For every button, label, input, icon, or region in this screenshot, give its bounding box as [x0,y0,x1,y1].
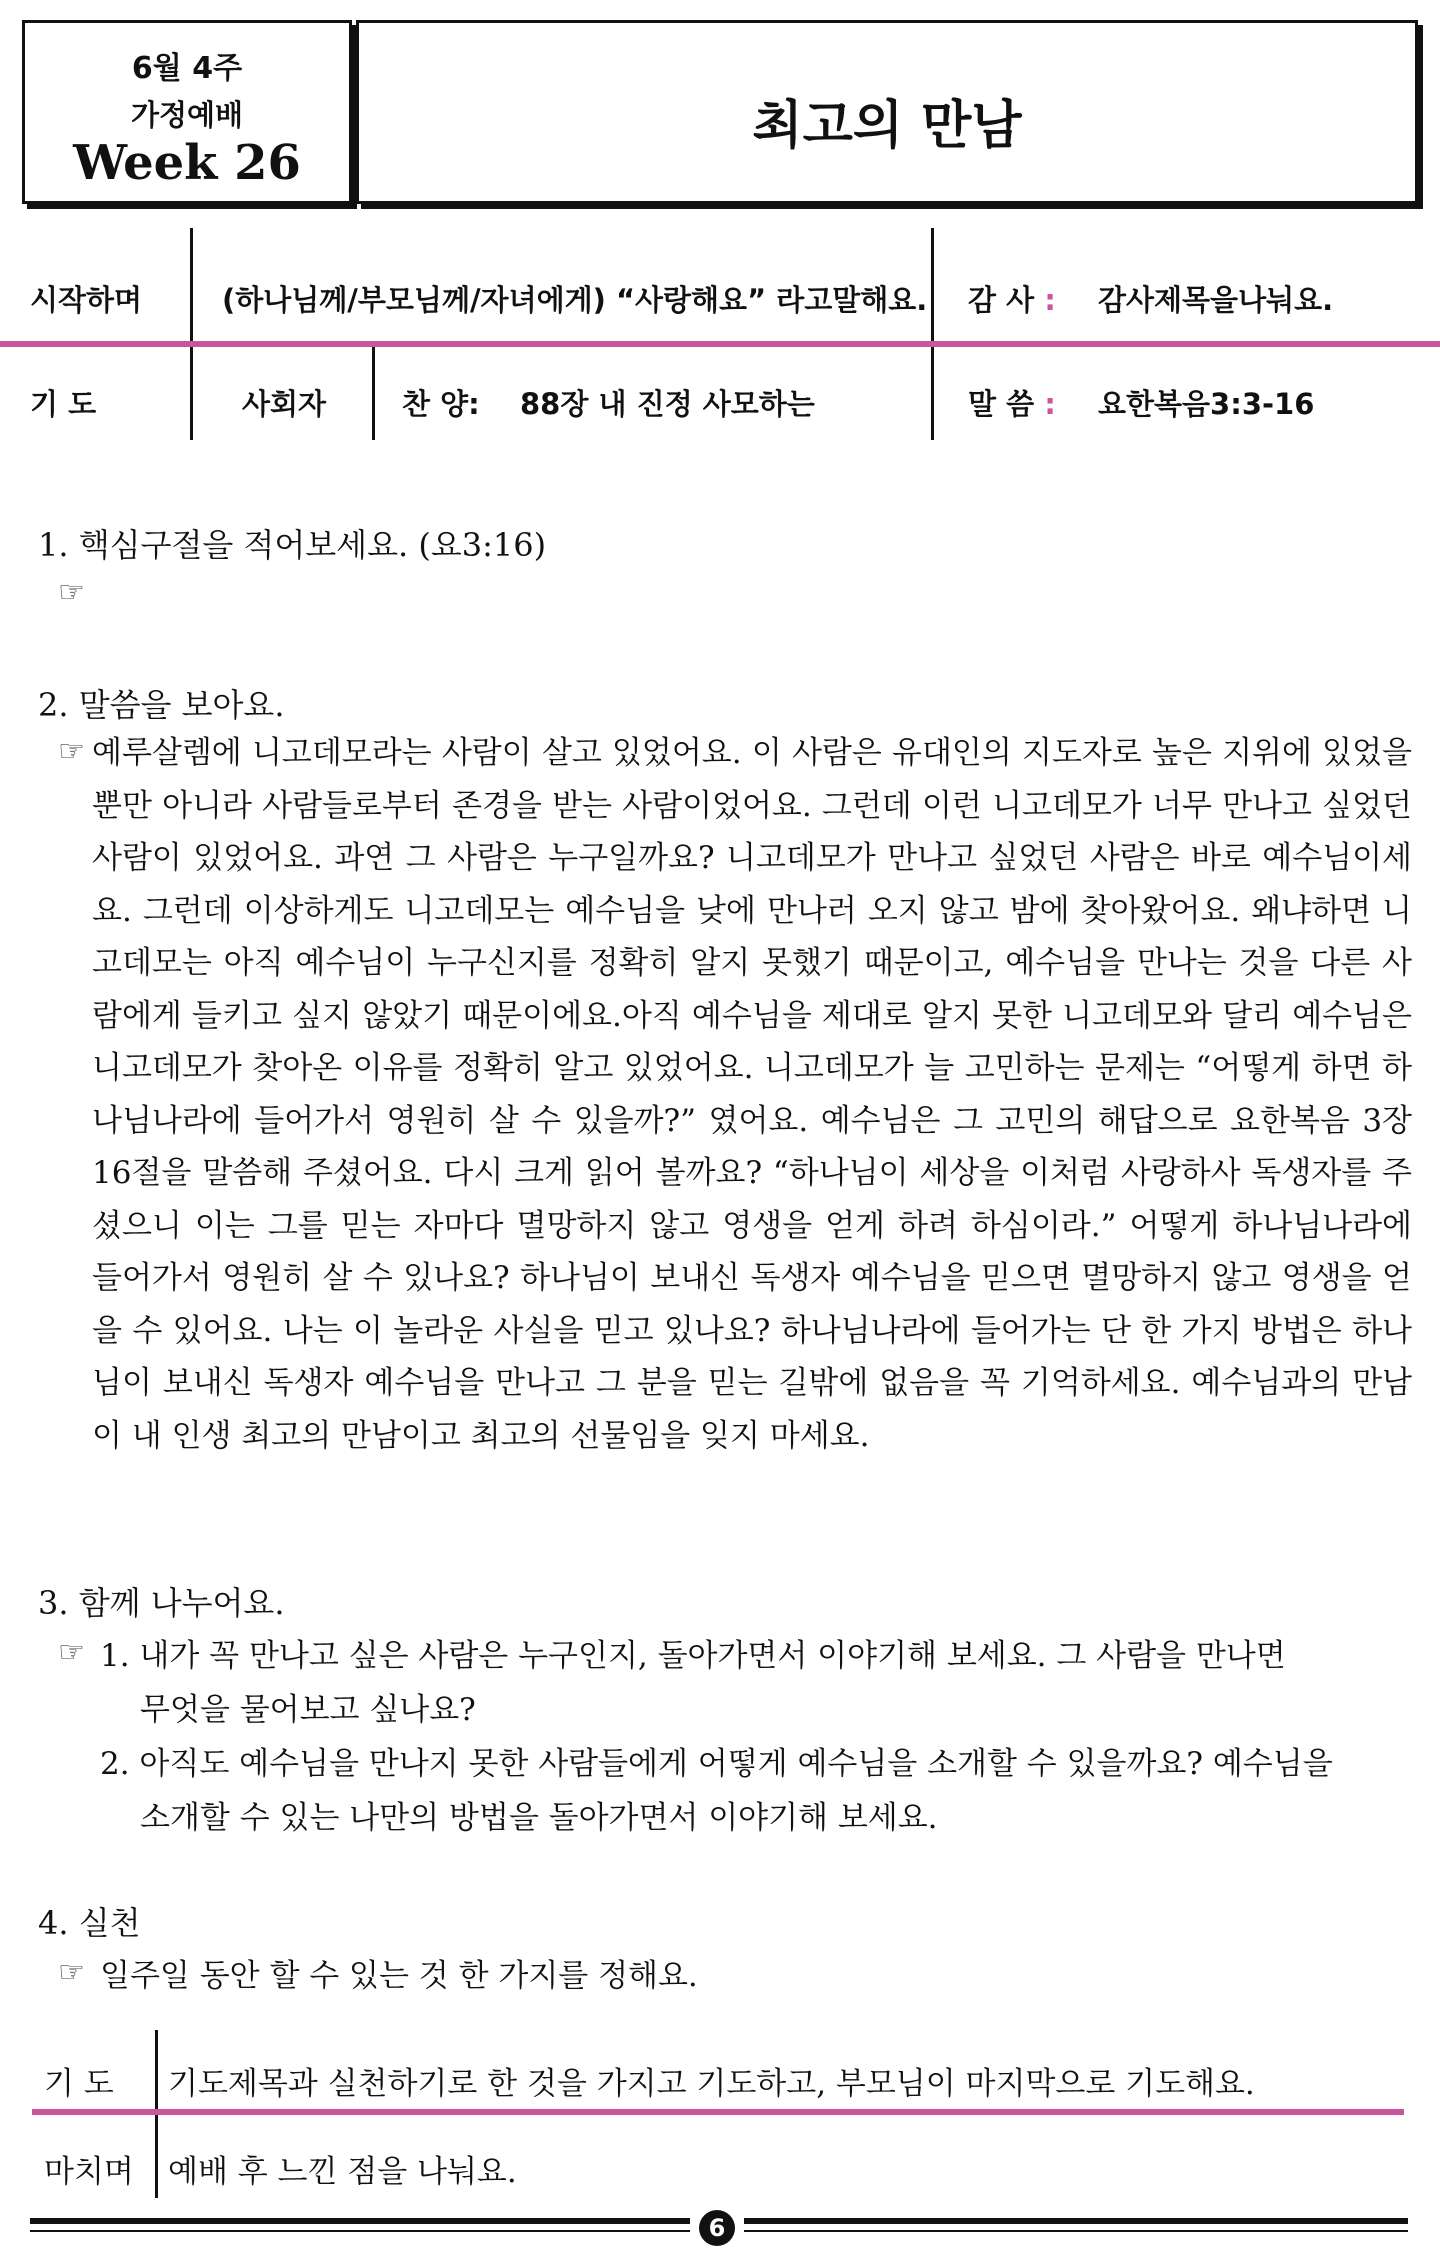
thanks-label: 감 사 : [968,283,1056,317]
page-number: 6 [699,2210,735,2246]
section-4-title: 4. 실천 [38,1904,141,1942]
pointing-hand-icon: ☞ [58,575,85,610]
prayer-label: 기 도 [30,387,97,421]
info-divider [190,228,193,440]
info-divider [931,228,934,440]
hymn: 88장 내 진정 사모하는 [520,387,815,421]
practice-text: 일주일 동안 할 수 있는 것 한 가지를 정해요. [100,1958,698,1994]
info-row-separator [0,341,1440,347]
info-divider [372,344,375,440]
footer-rule-left [30,2230,690,2232]
week-number: Week 26 [73,135,301,191]
section-2-title: 2. 말씀을 보아요. [38,686,285,724]
question-2-line-1: 2. 아직도 예수님을 만나지 못한 사람들에게 어떻게 예수님을 소개할 수 있을까요? 예수님을 [100,1746,1333,1782]
section-3-title: 3. 함께 나누어요. [38,1584,285,1622]
closing-row-separator [32,2109,1404,2115]
word-reference: 요한복음3:3-16 [1098,387,1315,421]
word-label: 말 씀 : [968,387,1056,421]
closing-end-label: 마치며 [44,2154,134,2190]
footer-rule-left [30,2218,690,2224]
hymn-label: 찬 양: [402,387,480,421]
pointing-hand-icon: ☞ [58,1955,85,1990]
question-2-line-2: 소개할 수 있는 나만의 방법을 돌아가면서 이야기해 보세요. [140,1800,938,1836]
leader: 사회자 [242,387,327,421]
section-1-title: 1. 핵심구절을 적어보세요. (요3:16) [38,526,547,564]
footer-rule-right [744,2230,1408,2232]
pointing-hand-icon: ☞ [58,734,85,769]
footer-rule-right [744,2218,1408,2224]
closing-prayer-label: 기 도 [44,2066,114,2102]
week-box [22,20,352,204]
closing-end-text: 예배 후 느낀 점을 나눠요. [168,2154,517,2190]
closing-prayer-text: 기도제목과 실천하기로 한 것을 가지고 기도하고, 부모님이 마지막으로 기도해요. [168,2066,1255,2102]
page-title: 최고의 만남 [752,96,1022,156]
title-box [356,20,1418,204]
start-text: (하나님께/부모님께/자녀에게) “사랑해요” 라고말해요. [222,283,928,317]
pointing-hand-icon: ☞ [58,1635,85,1670]
start-label: 시작하며 [30,283,143,317]
question-1-line-1: 1. 내가 꼭 만나고 싶은 사람은 누구인지, 돌아가면서 이야기해 보세요. 그 사람을 만나면 [100,1638,1286,1674]
week-date: 6월 4주 [131,51,243,86]
question-1-line-2: 무엇을 물어보고 싶나요? [140,1692,476,1728]
week-category: 가정예배 [130,98,244,132]
scripture-story: 예루살렘에 니고데모라는 사람이 살고 있었어요. 이 사람은 유대인의 지도자로 높은 지위에 있었을 뿐만 아니라 사람들로부터 존경을 받는 사람이었어요. 그런데 이런 니고데모가 너무 만나고 싶었던 사람이 있었어요. 과연 그 사람은 누구일까요? 니고데모가 만나고 싶었던 사람은 바로 예수님이세요. 그런데 이상하게도 니고데모는 예수님을 낮에 만나러 오지 않고 밤에 찾아왔어요. 왜냐하면 니고데모는 아직 예수님이 누구신지를 정확히 알지 못했기 때문이고, 예수님을 만나는 것을 다른 사람에게 들키고 싶지 않았기 때문이에요.아직 예수님을 제대로 알지 못한 니고데모와 달리 예수님은 니고데모가 찾아온 이유를 정확히 알고 있었어요. 니고데모가 늘 고민하는 문제는 “어떻게 하면 하나님나라에 들어가서 영원히 살 수 있을까?” 였어요. 예수님은 그 고민의 해답으로 요한복음 3장 16절을 말씀해 주셨어요. 다시 크게 읽어 볼까요? “하나님이 세상을 이처럼 사랑하사 독생자를 주셨으니 이는 그를 믿는 자마다 멸망하지 않고 영생을 얻게 하려 하심이라.” 어떻게 하나님나라에 들어가서 영원히 살 수 있나요? 하나님이 보내신 독생자 예수님을 믿으면 멸망하지 않고 영생을 얻을 수 있어요. 나는 이 놀라운 사실을 믿고 있나요? 하나님나라에 들어가는 단 한 가지 방법은 하나님이 보내신 독생자 예수님을 만나고 그 분을 믿는 길밖에 없음을 꼭 기억하세요. 예수님과의 만남이 내 인생 최고의 만남이고 최고의 선물임을 잊지 마세요. [92,735,1412,1454]
thanks-text: 감사제목을나눠요. [1098,283,1334,317]
